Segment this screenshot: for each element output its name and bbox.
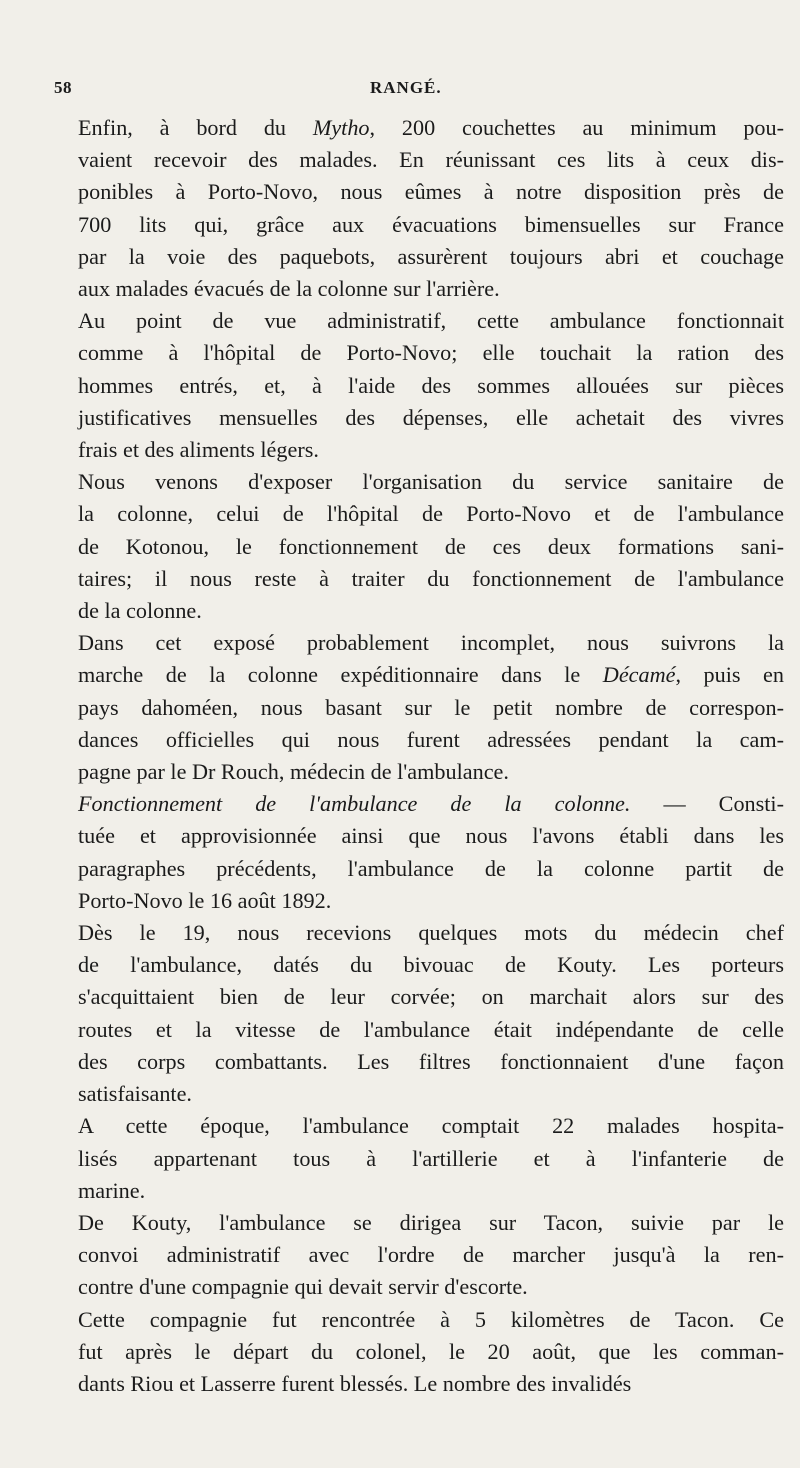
paragraph bbox=[54, 466, 784, 627]
text-line: de l'ambulance, datés du bivouac de Kouty. Les porteurs bbox=[78, 952, 784, 978]
text-line: par la voie des paquebots, assurèrent toujours abri et couchage bbox=[78, 243, 784, 269]
text-line: frais et des aliments légers. bbox=[78, 437, 319, 463]
text-line: pagne par le Dr Rouch, médecin de l'ambulance. bbox=[78, 759, 509, 785]
text-line: aux malades évacués de la colonne sur l'arrière. bbox=[78, 276, 500, 302]
paragraph bbox=[54, 1207, 784, 1304]
text-line: Fonctionnement de l'ambulance de la colonne. — Consti- bbox=[78, 791, 784, 817]
text-line: taires; il nous reste à traiter du fonctionnement de l'ambulance bbox=[78, 565, 784, 591]
text-line: De Kouty, l'ambulance se dirigea sur Tacon, suivie par le bbox=[78, 1209, 784, 1235]
text-line: Dans cet exposé probablement incomplet, nous suivrons la bbox=[78, 630, 784, 656]
text-line: paragraphes précédents, l'ambulance de la colonne partit de bbox=[78, 855, 784, 881]
running-head: RANGÉ. bbox=[370, 78, 442, 97]
text-line: Au point de vue administratif, cette ambulance fonctionnait bbox=[78, 308, 784, 334]
text-line: marine. bbox=[78, 1177, 146, 1203]
body-text bbox=[54, 112, 784, 1400]
text-line: fut après le départ du colonel, le 20 août, que les comman- bbox=[78, 1338, 784, 1364]
paragraph bbox=[54, 1304, 784, 1401]
paragraph bbox=[54, 788, 784, 917]
text-line: Nous venons d'exposer l'organisation du service sanitaire de bbox=[78, 469, 784, 495]
text-line: routes et la vitesse de l'ambulance était indépendante de celle bbox=[78, 1016, 784, 1042]
text-line: justificatives mensuelles des dépenses, elle achetait des vivres bbox=[78, 404, 784, 430]
text-line: lisés appartenant tous à l'artillerie et à l'infanterie de bbox=[78, 1145, 784, 1171]
text-line: Dès le 19, nous recevions quelques mots du médecin chef bbox=[78, 920, 784, 946]
text-line: Cette compagnie fut rencontrée à 5 kilomètres de Tacon. Ce bbox=[78, 1306, 784, 1332]
text-line: dances officielles qui nous furent adressées pendant la cam- bbox=[78, 726, 784, 752]
text-line: hommes entrés, et, à l'aide des sommes allouées sur pièces bbox=[78, 372, 784, 398]
text-line: ponibles à Porto-Novo, nous eûmes à notre disposition près de bbox=[78, 179, 784, 205]
text-line: de la colonne. bbox=[78, 598, 202, 624]
paragraph bbox=[54, 112, 784, 305]
paragraph bbox=[54, 1110, 784, 1207]
text-line: marche de la colonne expéditionnaire dans le Décamé, puis en bbox=[78, 662, 784, 688]
text-line: de Kotonou, le fonctionnement de ces deux formations sani- bbox=[78, 533, 784, 559]
paragraph bbox=[54, 305, 784, 466]
text-line: des corps combattants. Les filtres fonctionnaient d'une façon bbox=[78, 1048, 784, 1074]
paragraph bbox=[54, 627, 784, 788]
text-line: s'acquittaient bien de leur corvée; on marchait alors sur des bbox=[78, 984, 784, 1010]
text-line: contre d'une compagnie qui devait servir d'escorte. bbox=[78, 1274, 528, 1300]
text-line: satisfaisante. bbox=[78, 1081, 192, 1107]
text-line: Enfin, à bord du Mytho, 200 couchettes au minimum pou- bbox=[78, 115, 785, 140]
text-line: la colonne, celui de l'hôpital de Porto-Novo et de l'ambulance bbox=[78, 501, 784, 527]
text-line: convoi administratif avec l'ordre de marcher jusqu'à la ren- bbox=[78, 1242, 784, 1268]
page-header bbox=[54, 70, 754, 110]
text-line: comme à l'hôpital de Porto-Novo; elle touchait la ration des bbox=[78, 340, 784, 366]
text-line: vaient recevoir des malades. En réunissant ces lits à ceux dis- bbox=[78, 147, 784, 173]
text-line: dants Riou et Lasserre furent blessés. Le nombre des invalidés bbox=[78, 1370, 632, 1396]
text-line: Porto-Novo le 16 août 1892. bbox=[78, 887, 332, 913]
text-line: 700 lits qui, grâce aux évacuations bimensuelles sur France bbox=[78, 211, 784, 237]
text-line: tuée et approvisionnée ainsi que nous l'avons établi dans les bbox=[78, 823, 784, 849]
page-number: 58 bbox=[54, 78, 72, 97]
paragraph bbox=[54, 917, 784, 1110]
text-line: pays dahoméen, nous basant sur le petit nombre de correspon- bbox=[78, 694, 784, 720]
text-line: A cette époque, l'ambulance comptait 22 malades hospita- bbox=[78, 1113, 784, 1139]
